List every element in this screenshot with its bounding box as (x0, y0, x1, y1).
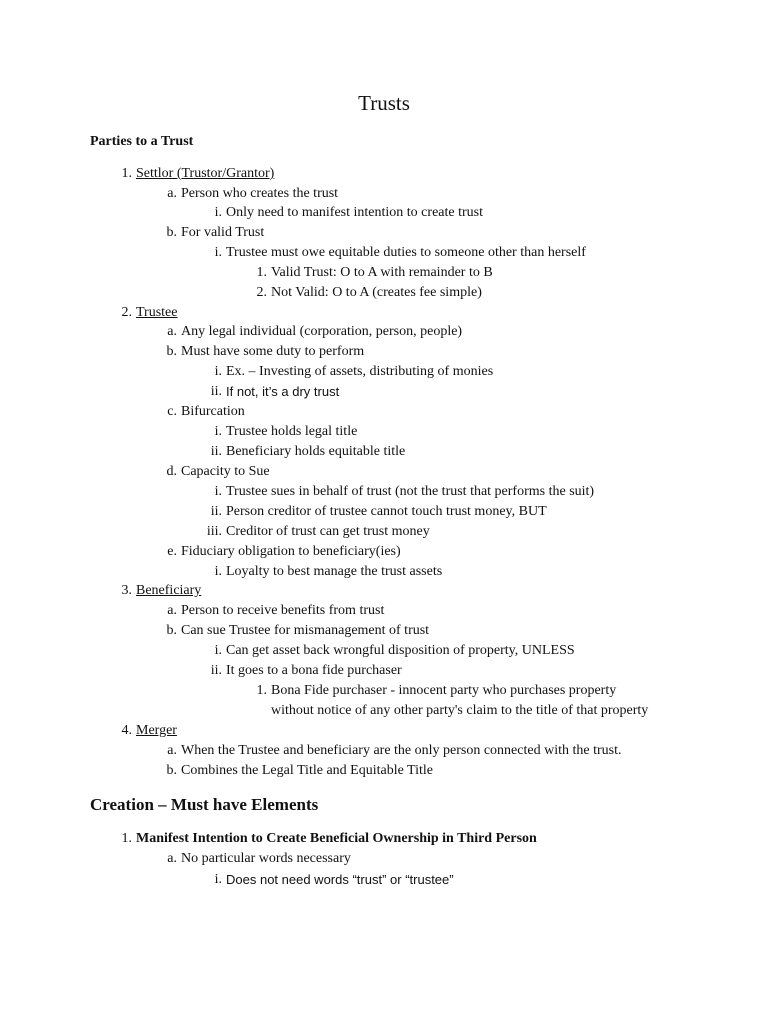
list-text: Can sue Trustee for mismanagement of trust (181, 623, 430, 638)
list-marker: a. (167, 186, 177, 201)
list-marker: ii. (210, 384, 222, 399)
list-item-level2 (166, 761, 433, 781)
list-marker: ii. (210, 504, 222, 519)
list-text: Only need to manifest intention to create trust (226, 205, 483, 220)
list-marker: 2. (121, 305, 132, 320)
list-item-level2 (167, 849, 351, 869)
list-text: Does not need words “trust” or “trustee” (226, 872, 454, 887)
list-text: Fiduciary obligation to beneficiary(ies) (181, 544, 401, 559)
list-marker: i. (214, 564, 222, 579)
list-text: Bona Fide purchaser - innocent party who purchases property (271, 683, 617, 698)
list-item-level3 (214, 482, 595, 502)
list-text: Combines the Legal Title and Equitable Title (181, 763, 433, 778)
list-text: Person who creates the trust (181, 186, 339, 201)
list-text: If not, it’s a dry trust (226, 384, 340, 399)
list-text: Valid Trust: O to A with remainder to B (271, 265, 493, 280)
list-marker: 1. (256, 265, 267, 280)
list-item-continuation (271, 701, 648, 721)
list-item-level3 (210, 382, 340, 402)
list-marker: i. (214, 245, 222, 260)
list-text: Ex. – Investing of assets, distributing of monies (226, 364, 494, 379)
list-item-level4 (256, 283, 482, 303)
list-item-level3 (214, 203, 483, 223)
list-marker: i. (214, 424, 222, 439)
list-text: Trustee must owe equitable duties to someone other than herself (226, 245, 586, 260)
list-text: Beneficiary holds equitable title (226, 444, 406, 459)
list-text: For valid Trust (181, 225, 265, 240)
list-item-level2 (166, 223, 265, 243)
list-item-level3 (210, 502, 547, 522)
list-item-level4 (256, 681, 617, 701)
list-text: Can get asset back wrongful disposition of property, UNLESS (226, 643, 575, 658)
list-item-level3 (214, 870, 454, 890)
list-marker: ii. (210, 663, 222, 678)
list-marker: e. (167, 544, 177, 559)
list-marker: 1. (256, 683, 267, 698)
list-item-level3 (214, 362, 494, 382)
list-item-level3 (214, 422, 358, 442)
list-marker: b. (166, 623, 177, 638)
list-item-level4 (256, 263, 493, 283)
list-marker: d. (166, 464, 177, 479)
list-item-level2 (166, 621, 430, 641)
list-marker: 1. (121, 831, 132, 846)
list-text: Loyalty to best manage the trust assets (226, 564, 443, 579)
list-text: without notice of any other party's claim to the title of that property (271, 703, 649, 718)
list-text: Beneficiary (136, 583, 202, 598)
list-marker: 1. (121, 166, 132, 181)
list-marker: a. (167, 324, 177, 339)
list-marker: c. (167, 404, 177, 419)
list-text: Person creditor of trustee cannot touch trust money, BUT (226, 504, 547, 519)
list-item-level2 (167, 542, 401, 562)
list-text: Merger (136, 723, 177, 738)
list-marker: i. (214, 872, 222, 887)
list-item-level3 (210, 442, 406, 462)
list-text: It goes to a bona fide purchaser (226, 663, 402, 678)
list-item-level1 (121, 581, 202, 601)
list-item-level2 (167, 741, 622, 761)
list-marker: b. (166, 225, 177, 240)
list-item-level3 (214, 562, 443, 582)
list-marker: i. (214, 364, 222, 379)
list-text: Not Valid: O to A (creates fee simple) (271, 285, 482, 300)
list-item-level2 (167, 184, 339, 204)
list-marker: i. (214, 484, 222, 499)
list-text: Bifurcation (181, 404, 245, 419)
list-item-level1 (121, 303, 178, 323)
list-marker: iii. (206, 524, 222, 539)
list-text: Settlor (Trustor/Grantor) (136, 166, 275, 181)
list-item-level2 (167, 322, 463, 342)
list-item-level1 (121, 829, 537, 849)
list-marker: ii. (210, 444, 222, 459)
list-marker: b. (166, 763, 177, 778)
list-marker: 2. (256, 285, 267, 300)
list-text: Any legal individual (corporation, person, people) (181, 324, 463, 339)
list-text: Manifest Intention to Create Beneficial Ownership in Third Person (136, 831, 537, 846)
list-text: Person to receive benefits from trust (181, 603, 385, 618)
list-item-level3 (214, 641, 575, 661)
list-item-level3 (206, 522, 430, 542)
list-text: Trustee (136, 305, 178, 320)
list-item-level2 (166, 342, 365, 362)
list-item-level1 (121, 721, 177, 741)
list-marker: a. (167, 743, 177, 758)
list-text: Trustee holds legal title (226, 424, 358, 439)
list-marker: b. (166, 344, 177, 359)
list-marker: i. (214, 643, 222, 658)
list-item-level2 (167, 402, 245, 422)
list-marker: a. (167, 851, 177, 866)
list-text: Must have some duty to perform (181, 344, 365, 359)
list-text: Capacity to Sue (181, 464, 270, 479)
section-heading-parties: Parties to a Trust (90, 134, 194, 149)
list-item-level2 (167, 601, 385, 621)
list-text: No particular words necessary (181, 851, 351, 866)
list-text: Trustee sues in behalf of trust (not the trust that performs the suit) (226, 484, 595, 499)
list-item-level3 (210, 661, 402, 681)
list-marker: 3. (121, 583, 132, 598)
list-marker: i. (214, 205, 222, 220)
list-marker: a. (167, 603, 177, 618)
list-item-level2 (166, 462, 270, 482)
list-text: Creditor of trust can get trust money (226, 524, 430, 539)
list-text: When the Trustee and beneficiary are the only person connected with the trust. (181, 743, 622, 758)
list-marker: 4. (121, 723, 132, 738)
page-title: Trusts (358, 91, 410, 115)
section-heading-creation: Creation – Must have Elements (90, 795, 319, 814)
list-item-level1 (121, 164, 275, 184)
list-item-level3 (214, 243, 586, 263)
